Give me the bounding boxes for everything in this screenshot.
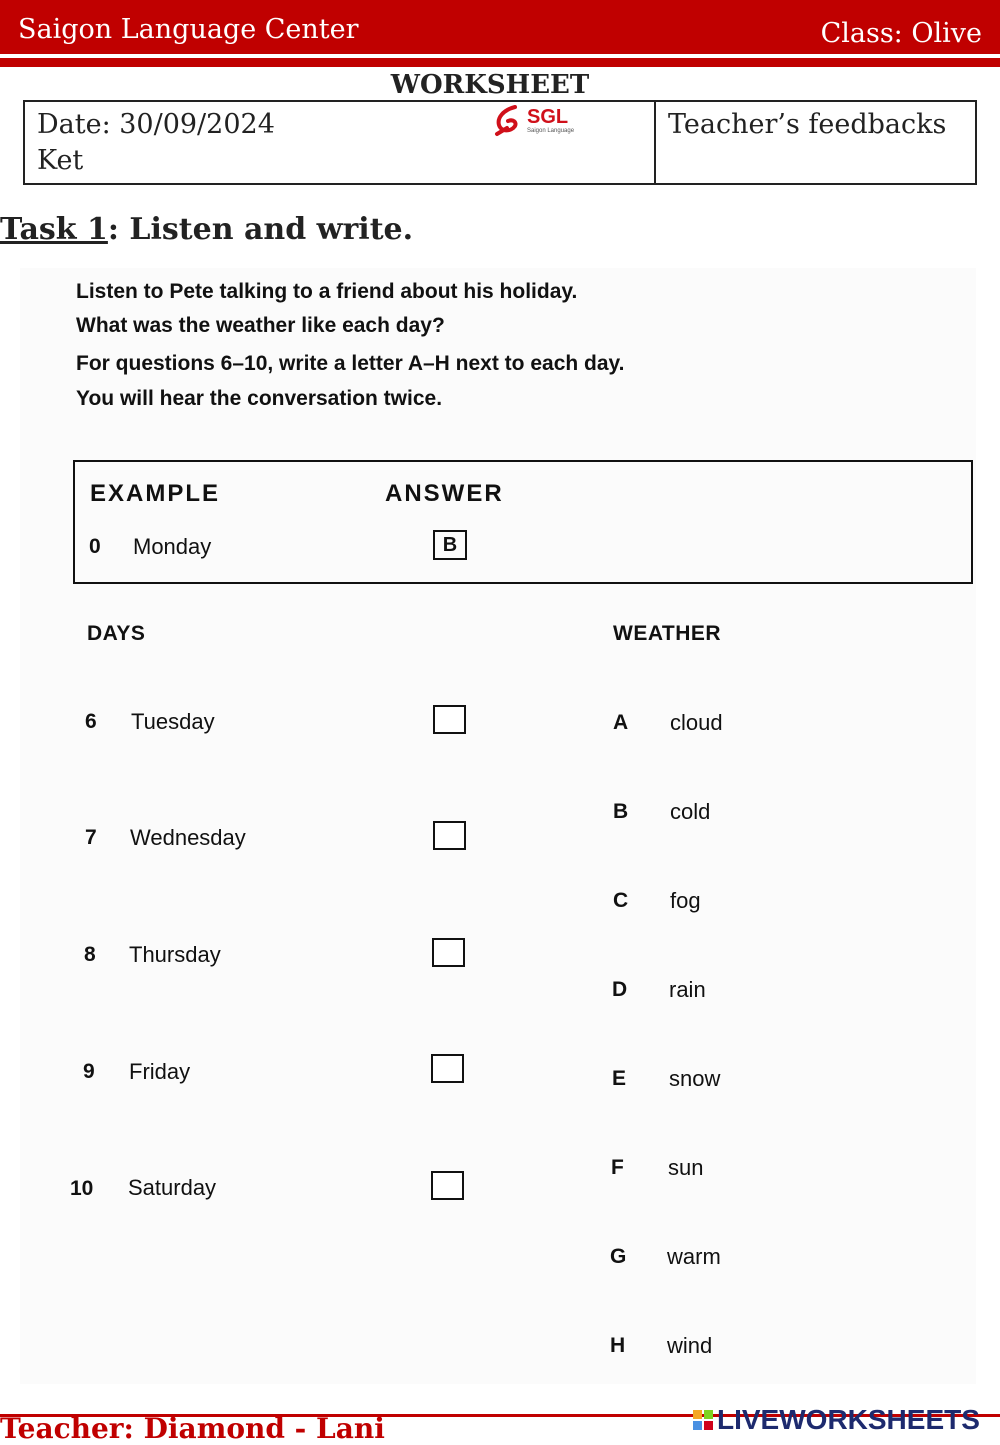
liveworksheets-brand: LIVEWORKSHEETS: [717, 1404, 980, 1435]
question-number: 7: [85, 826, 97, 849]
instruction-line: What was the weather like each day?: [76, 314, 445, 337]
liveworksheets-icon: [693, 1410, 713, 1430]
answer-box-7[interactable]: [433, 821, 466, 850]
sgl-logo-icon: [493, 104, 525, 138]
answer-box-10[interactable]: [431, 1171, 464, 1200]
weather-word: warm: [667, 1244, 721, 1269]
weather-word: snow: [669, 1066, 721, 1091]
answer-box-6[interactable]: [433, 705, 466, 734]
weather-letter: D: [612, 978, 628, 1001]
question-number: 10: [70, 1177, 94, 1200]
example-box: [73, 460, 973, 584]
weather-word: sun: [668, 1155, 704, 1180]
sgl-logo: [493, 104, 574, 138]
weather-word: wind: [667, 1333, 713, 1358]
question-day: Saturday: [128, 1175, 217, 1200]
task-label: Task 1: [0, 212, 108, 247]
days-header: DAYS: [87, 622, 146, 645]
instruction-line: You will hear the conversation twice.: [76, 387, 443, 410]
class-label: Class: Olive: [820, 18, 982, 49]
task-title: [0, 212, 413, 247]
weather-word: cold: [670, 799, 711, 824]
answer-label: ANSWER: [385, 480, 504, 507]
question-day: Thursday: [129, 942, 221, 967]
logo-subtext: Saigon Language: [527, 128, 575, 134]
question-number: 8: [84, 943, 96, 966]
weather-word: cloud: [670, 710, 723, 735]
weather-letter: A: [613, 711, 629, 734]
question-number: 6: [85, 710, 97, 733]
weather-letter: H: [610, 1334, 626, 1357]
weather-letter: G: [610, 1245, 627, 1268]
task-heading: : Listen and write.: [107, 212, 414, 247]
answer-box-9[interactable]: [431, 1054, 464, 1083]
liveworksheets-logo: [693, 1404, 980, 1436]
answer-box-8[interactable]: [432, 938, 465, 967]
question-day: Tuesday: [131, 709, 215, 734]
date-text: Date: 30/09/2024: [37, 109, 275, 140]
example-label: EXAMPLE: [90, 480, 221, 507]
level-text: Ket: [37, 145, 84, 176]
weather-word: rain: [669, 977, 706, 1002]
question-number: 9: [83, 1060, 95, 1083]
logo-text: SGL: [527, 106, 569, 128]
instruction-line: For questions 6–10, write a letter A–H next to each day.: [76, 352, 625, 375]
example-day: Monday: [133, 534, 212, 559]
example-answer-box: B: [433, 530, 467, 560]
weather-letter: E: [612, 1067, 627, 1090]
question-day: Friday: [129, 1059, 191, 1084]
question-day: Wednesday: [130, 825, 246, 850]
feedback-label: Teacher’s feedbacks: [668, 109, 947, 140]
instruction-line: Listen to Pete talking to a friend about his holiday.: [76, 280, 578, 303]
weather-letter: B: [613, 800, 629, 823]
teacher-name: Teacher: Diamond - Lani: [0, 1412, 385, 1445]
weather-letter: C: [613, 889, 629, 912]
header-rule: [0, 58, 1000, 67]
worksheet-title: WORKSHEET: [390, 70, 590, 100]
center-name: Saigon Language Center: [18, 14, 359, 45]
weather-letter: F: [611, 1156, 624, 1179]
weather-word: fog: [670, 888, 701, 913]
example-number: 0: [89, 535, 101, 558]
info-table-divider: [654, 100, 656, 185]
weather-header: WEATHER: [613, 622, 722, 645]
